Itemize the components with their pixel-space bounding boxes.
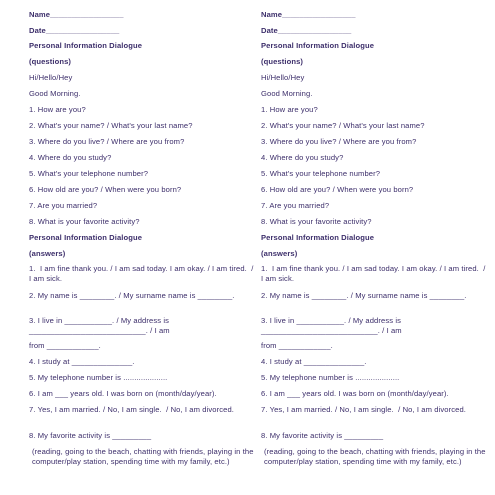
greeting-hi: Hi/Hello/Hey bbox=[261, 73, 305, 82]
question-6: 6. How old are you? / When were you born? bbox=[29, 185, 182, 194]
answer-6: 6. I am ___ years old. I was born on (month/day/year). bbox=[261, 389, 449, 398]
answer-7: 7. Yes, I am married. / No, I am single. / No, I am divorced. bbox=[261, 405, 466, 414]
name-line: Name_________________ bbox=[29, 10, 124, 19]
name-line: Name_________________ bbox=[261, 10, 356, 19]
questions-heading: Personal Information Dialogue bbox=[261, 41, 375, 50]
answer-8: 8. My favorite activity is _________ bbox=[261, 431, 384, 440]
greeting-morning: Good Morning. bbox=[261, 89, 313, 98]
question-3: 3. Where do you live? / Where are you from? bbox=[261, 137, 417, 146]
answer-3: 3. I live in ___________. / My address is ___________________________. / I am bbox=[29, 316, 172, 335]
question-8: 8. What is your favorite activity? bbox=[261, 217, 372, 226]
answer-8-examples: (reading, going to the beach, chatting with friends, playing in the computer/play station, spending time with my family, etc.) bbox=[264, 447, 488, 466]
question-6: 6. How old are you? / When were you born? bbox=[261, 185, 414, 194]
answer-3-from: from ____________. bbox=[261, 341, 333, 350]
question-7: 7. Are you married? bbox=[29, 201, 98, 210]
answer-5: 5. My telephone number is .................... bbox=[29, 373, 168, 382]
answer-3: 3. I live in ___________. / My address is ___________________________. / I am bbox=[261, 316, 404, 335]
answer-8: 8. My favorite activity is _________ bbox=[29, 431, 152, 440]
question-5: 5. What's your telephone number? bbox=[261, 169, 381, 178]
questions-heading: Personal Information Dialogue bbox=[29, 41, 143, 50]
question-1: 1. How are you? bbox=[261, 105, 318, 114]
answer-3-from: from ____________. bbox=[29, 341, 101, 350]
answer-4: 4. I study at ______________. bbox=[29, 357, 135, 366]
date-line: Date_________________ bbox=[29, 26, 120, 35]
question-8: 8. What is your favorite activity? bbox=[29, 217, 140, 226]
question-3: 3. Where do you live? / Where are you from? bbox=[29, 137, 185, 146]
question-2: 2. What's your name? / What's your last name? bbox=[261, 121, 425, 130]
answer-8-examples: (reading, going to the beach, chatting with friends, playing in the computer/play station, spending time with my family, etc.) bbox=[32, 447, 256, 466]
question-7: 7. Are you married? bbox=[261, 201, 330, 210]
answer-2: 2. My name is ________. / My surname name is ________. bbox=[261, 291, 467, 300]
answer-1: 1. I am fine thank you. / I am sad today. I am okay. / I am tired. / I am sick. bbox=[261, 264, 488, 283]
date-line: Date_________________ bbox=[261, 26, 352, 35]
answers-subheading: (answers) bbox=[29, 249, 66, 258]
greeting-hi: Hi/Hello/Hey bbox=[29, 73, 73, 82]
questions-subheading: (questions) bbox=[29, 57, 72, 66]
answers-heading: Personal Information Dialogue bbox=[261, 233, 375, 242]
answer-4: 4. I study at ______________. bbox=[261, 357, 367, 366]
question-2: 2. What's your name? / What's your last name? bbox=[29, 121, 193, 130]
answer-5: 5. My telephone number is .................... bbox=[261, 373, 400, 382]
answer-6: 6. I am ___ years old. I was born on (month/day/year). bbox=[29, 389, 217, 398]
question-4: 4. Where do you study? bbox=[261, 153, 344, 162]
question-4: 4. Where do you study? bbox=[29, 153, 112, 162]
answer-2: 2. My name is ________. / My surname name is ________. bbox=[29, 291, 235, 300]
question-5: 5. What's your telephone number? bbox=[29, 169, 149, 178]
answers-subheading: (answers) bbox=[261, 249, 298, 258]
answers-heading: Personal Information Dialogue bbox=[29, 233, 143, 242]
question-1: 1. How are you? bbox=[29, 105, 86, 114]
answer-7: 7. Yes, I am married. / No, I am single. / No, I am divorced. bbox=[29, 405, 234, 414]
answer-1: 1. I am fine thank you. / I am sad today. I am okay. / I am tired. / I am sick. bbox=[29, 264, 256, 283]
greeting-morning: Good Morning. bbox=[29, 89, 81, 98]
questions-subheading: (questions) bbox=[261, 57, 304, 66]
